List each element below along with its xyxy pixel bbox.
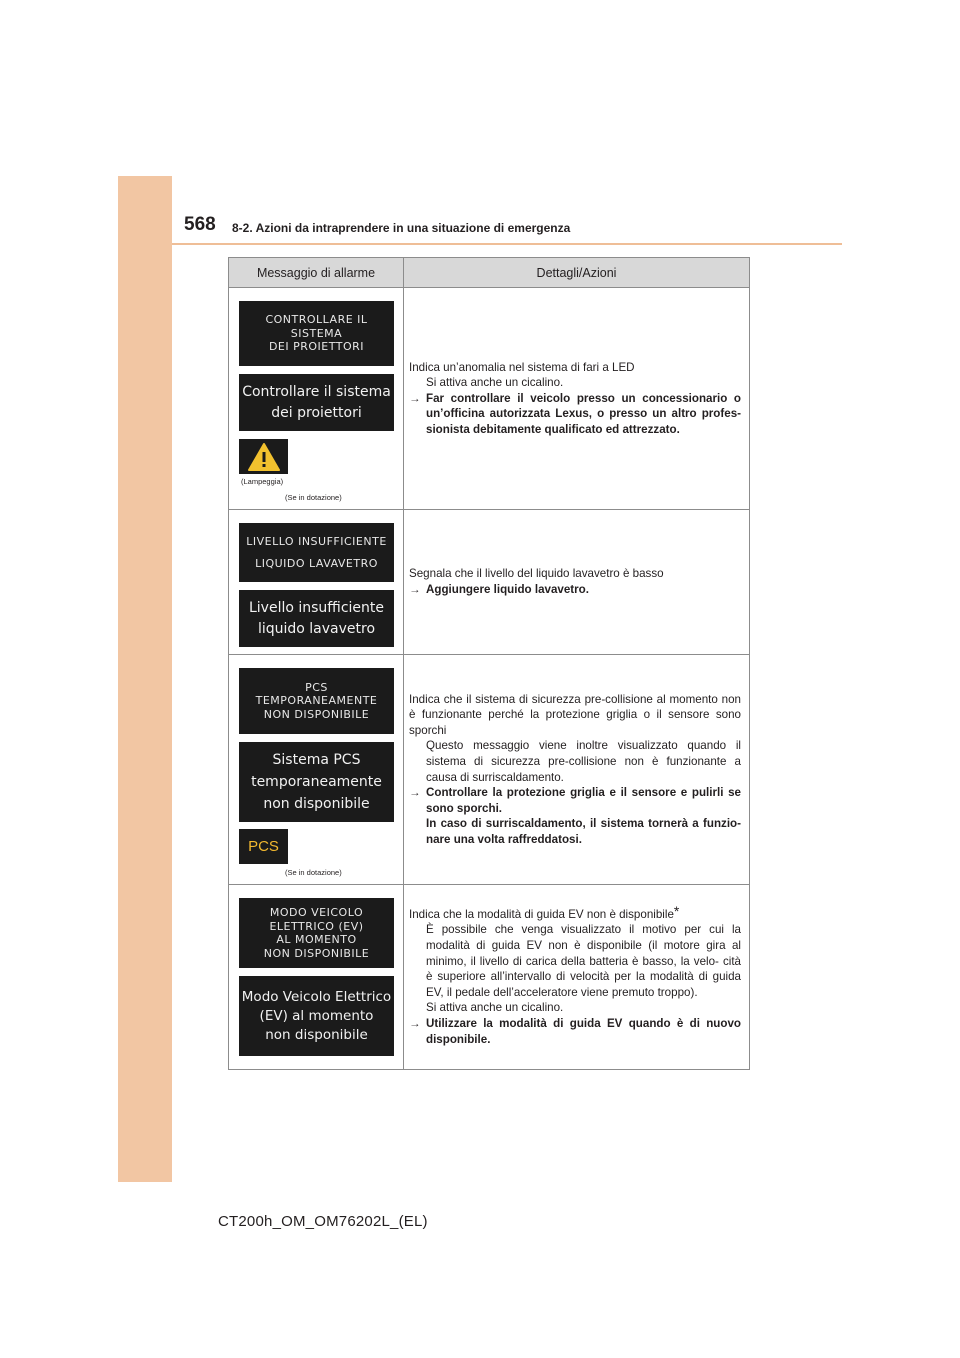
detail-text: Si attiva anche un cicalino. — [426, 1001, 564, 1015]
arrow-icon: → — [409, 786, 421, 800]
pcs-warning-light — [239, 829, 288, 864]
display-lower: Livello insufficiente liquido lavavetro — [239, 590, 394, 647]
table-header — [229, 258, 749, 288]
header-rule — [172, 243, 842, 245]
pcs-icon: PCS — [248, 838, 279, 855]
detail-text: Indica che il sistema di sicurezza pre-collisione al momento non è funzionante perché la protezione griglia o il sensore sono sporchi — [409, 692, 741, 737]
warning-light — [239, 439, 288, 474]
detail-text: Segnala che il livello del liquido lavavetro è basso — [409, 567, 664, 581]
arrow-icon: → — [409, 583, 421, 596]
details-cell — [404, 288, 749, 509]
page-number: 568 — [184, 214, 216, 235]
side-band — [118, 176, 172, 1182]
action-text: Aggiungere liquido lavavetro. — [426, 583, 589, 596]
display-lower: Sistema PCS temporaneamente non disponibile — [239, 742, 394, 822]
action-item — [409, 582, 741, 598]
action-item — [409, 391, 741, 438]
arrow-icon: → — [409, 1016, 421, 1030]
equipment-note: (Se in dotazione) — [285, 493, 342, 502]
details-cell — [404, 655, 749, 884]
display-upper: LIVELLO INSUFFICIENTE LIQUIDO LAVAVETRO — [239, 523, 394, 582]
action-text: Controllare la protezione griglia e il sensore e pulirli se sono sporchi. — [426, 786, 741, 815]
document-code: CT200h_OM_OM76202L_(EL) — [218, 1213, 428, 1230]
display-upper: PCS TEMPORANEAMENTE NON DISPONIBILE — [239, 668, 394, 734]
detail-text: Questo messaggio viene inoltre visualizzato quando il sistema di sicurezza pre-collisione non è funzionante a causa di surriscaldamento. — [426, 739, 741, 784]
display-upper: MODO VEICOLO ELETTRICO (EV) AL MOMENTO NON DISPONIBILE — [239, 898, 394, 968]
message-cell — [229, 288, 404, 509]
table-row — [229, 510, 749, 655]
table-row — [229, 288, 749, 510]
table-row — [229, 885, 749, 1069]
message-cell — [229, 885, 404, 1069]
detail-text: Si attiva anche un cicalino. — [426, 376, 564, 390]
detail-text: È possibile che venga visualizzato il motivo per cui la modalità di guida EV non è disponibile (il motore gira al minimo, il livello di carica della batteria è basso, la velo- cità è superiore all’intervallo di velocità per la modalità di guida EV, il pedale dell’acceleratore viene premuto troppo). — [426, 923, 741, 999]
display-lower: Modo Veicolo Elettrico (EV) al momento non disponibile — [239, 976, 394, 1056]
message-cell — [229, 655, 404, 884]
equipment-note: (Se in dotazione) — [285, 868, 342, 877]
footnote-mark: * — [673, 902, 680, 919]
detail-text: Indica un’anomalia nel sistema di fari a LED — [409, 360, 635, 374]
action-item — [409, 785, 741, 816]
details-cell — [404, 510, 749, 654]
header-message: Messaggio di allarme — [229, 258, 404, 287]
message-cell — [229, 510, 404, 654]
action-text: Far controllare il veicolo presso un concessionario o un’officina autorizzata Lexus, o presso un altro profes- sionista debitamente qualificato ed attrezzato. — [426, 391, 741, 436]
details-cell — [404, 885, 749, 1069]
action-item — [409, 1016, 741, 1047]
warning-triangle-icon — [247, 442, 281, 472]
detail-text: Indica che la modalità di guida EV non è disponibile* — [409, 902, 680, 921]
warning-table — [228, 257, 750, 1070]
table-row — [229, 655, 749, 885]
action-text: In caso di surriscaldamento, il sistema tornerà a funzio- nare una volta raffreddatosi. — [426, 817, 741, 846]
header-details: Dettagli/Azioni — [536, 265, 617, 280]
display-lower: Controllare il sistema dei proiettori — [239, 374, 394, 431]
display-upper: CONTROLLARE IL SISTEMA DEI PROIETTORI — [239, 301, 394, 366]
arrow-icon: → — [409, 391, 421, 405]
section-title: 8-2. Azioni da intraprendere in una situazione di emergenza — [232, 221, 571, 235]
blink-note: (Lampeggia) — [241, 477, 284, 486]
action-text: Utilizzare la modalità di guida EV quando è di nuovo disponibile. — [426, 1016, 741, 1046]
